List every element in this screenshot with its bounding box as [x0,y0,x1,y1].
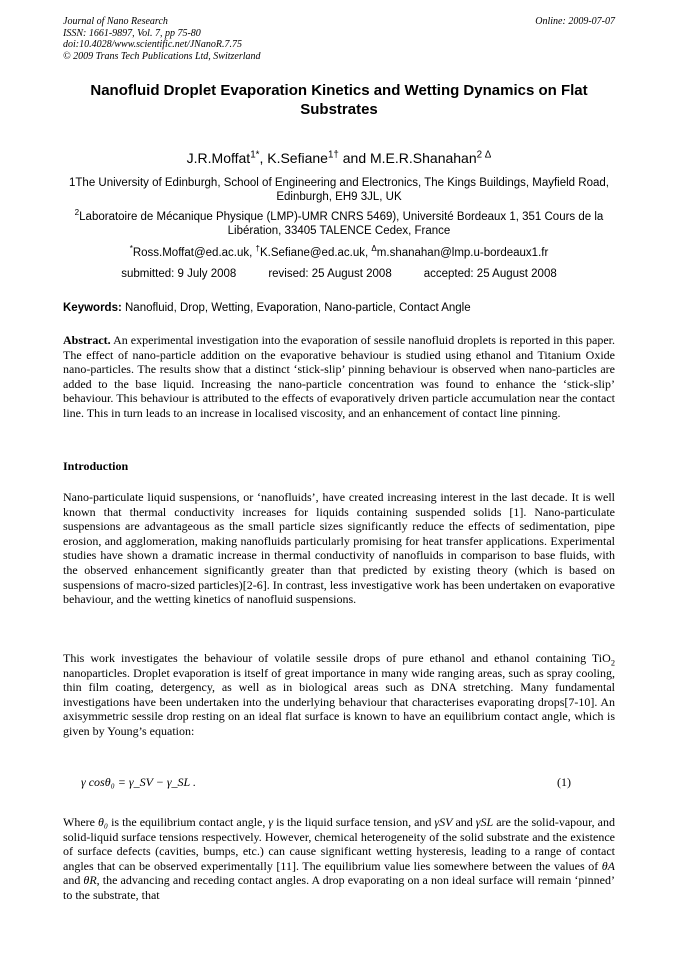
journal-header [63,16,261,62]
email-marker: † [255,244,260,254]
symbol: γSL [475,815,494,829]
equation-number: (1) [557,775,571,789]
author-separator: and [338,150,370,166]
email-address: Ross.Moffat@ed.ac.uk, [132,247,256,259]
abstract-label: Abstract. [63,333,111,347]
symbol: θA [601,858,615,873]
paper-title: Nanofluid Droplet Evaporation Kinetics and Wetting Dynamics on Flat Substrates [90,82,588,118]
affiliation-text: Laboratoire de Mécanique Physique (LMP)-UMR CNRS 5469), Université Bordeaux 1, 351 Cours de la Libération, 33405 TALENCE Cedex, France [79,211,604,237]
keywords-text: Nanofluid, Drop, Wetting, Evaporation, Nano-particle, Contact Angle [121,302,471,314]
symbol: θR [83,873,97,888]
symbol: θ₀ [97,815,109,829]
paragraph-text: is the liquid surface tension, and [273,815,435,829]
email-address: m.shanahan@lmp.u-bordeaux1.fr [376,247,549,259]
author-separator: , [259,150,268,166]
affiliation-2 [63,210,615,238]
intro-paragraph-2 [63,651,615,739]
paragraph-text: is the equilibrium contact angle, [108,815,269,829]
accepted-date: accepted: 25 August 2008 [423,268,557,280]
symbol: γ [268,815,274,829]
abstract-text: An experimental investigation into the evaporation of sessile nanofluid droplets is reported in this paper. The effect of nano-particle addition on the evaporative behaviour is studied using ethanol and Titanium Oxide nano-particles. The results show that a distinct ‘stick-slip’ pinning behaviour is observed when nano-particles are added to the base liquid. Increasing the nano-particle concentration was found to enhance the ‘stick-slip’ behaviour. This behaviour is attributed to the effects of evaporatively driven particle accumulation near the contact line. This in turn leads to an increase in localised viscosity, and an enhancement of contact line pinning. [63,333,615,420]
submitted-date: submitted: 9 July 2008 [121,268,237,280]
keywords-label: Keywords: [63,302,122,314]
paragraph-text: , the advancing and receding contact angles. A drop evaporating on a non ideal surface will remain ‘pinned’ to the substrate, that [63,873,615,902]
affiliation-marker: 2 [74,208,80,218]
symbol: γSV [434,815,453,829]
subscript: 2 [610,658,615,668]
author-marker: 2 Δ [476,149,492,161]
doi-line: doi:10.4028/www.scientific.net/JNanoR.7.75 [63,39,242,50]
issn-line: ISSN: 1661-9897, Vol. 7, pp 75-80 [63,27,201,39]
copyright-line: © 2009 Trans Tech Publications Ltd, Switzerland [63,50,261,62]
author-name: M.E.R.Shanahan [370,150,477,166]
paragraph-text: are the solid-vapour, and solid-liquid surface tensions respectively. However, chemical heterogeneity of the solid substrate and the existence of surface defects (cavities, bumps, etc.) can cause significant wetting hysteresis, leading to a range of contact angles that can be observed experimentally [11]. The equilibrium value lies somewhere between the values of [63,815,615,873]
author-marker: 1* [250,149,260,161]
author-name: K.Sefiane [267,150,328,166]
equation-expression: γ cosθ₀ = γ_SV − γ_SL . [81,775,197,789]
paragraph-text: This work investigates the behaviour of volatile sessile drops of pure ethanol and ethanol containing TiO [63,651,611,665]
paragraph-text: Where [63,815,98,829]
submission-dates [63,268,615,280]
section-heading-introduction: Introduction [63,459,129,473]
revised-date: revised: 25 August 2008 [268,268,392,280]
author-name: J.R.Moffat [186,150,251,166]
keywords [63,302,615,314]
email-marker: Δ [371,244,377,254]
paragraph-text: and [63,873,84,888]
email-marker: * [129,244,133,254]
journal-name: Journal of Nano Research [63,16,168,27]
email-address: K.Sefiane@ed.ac.uk, [260,247,372,259]
paragraph-text: and [452,815,476,829]
intro-paragraph-3 [63,815,615,903]
affiliation-1: 1The University of Edinburgh, School of Engineering and Electronics, The Kings Buildings, Mayfield Road, Edinburgh, EH9 3JL, UK [69,177,609,203]
intro-paragraph-1: Nano-particulate liquid suspensions, or ‘nanofluids’, have created increasing interest in the last decade. It is well known that thermal conductivity increases for liquids containing suspended solids [1]. Nano-particulate suspensions are advantageous as the small particle sizes significantly reduce the effects of sedimentation, pipe erosion, and agglomeration, making nanofluids particularly promising for heat transfer applications. Experimental studies have shown a dramatic increase in thermal conductivity of nanofluids in comparison to base fluids, with the observed enhancement significantly greater than that predicted by existing theory (which is based on suspensions of macro-sized particles)[2-6]. In contrast, less investigative work has been undertaken on evaporative behaviour, and the wetting kinetics of nanofluid suspensions. [63,490,615,607]
email-list [63,246,615,260]
abstract [63,333,615,421]
author-list [63,150,615,166]
author-marker: 1† [327,149,339,161]
paragraph-text: nanoparticles. Droplet evaporation is itself of great importance in many wide ranging areas, such as spray cooling, thin film coating, detergency, as well as in biological areas such as DNA stretching. Many fundamental investigations have been undertaken into the underlying behaviour that characterises evaporating drops[7-10]. An axisymmetric sessile drop resting on an ideal flat surface is known to have an equilibrium contact angle, which is given by Young’s equation: [63,665,615,738]
online-date: Online: 2009-07-07 [535,16,615,27]
